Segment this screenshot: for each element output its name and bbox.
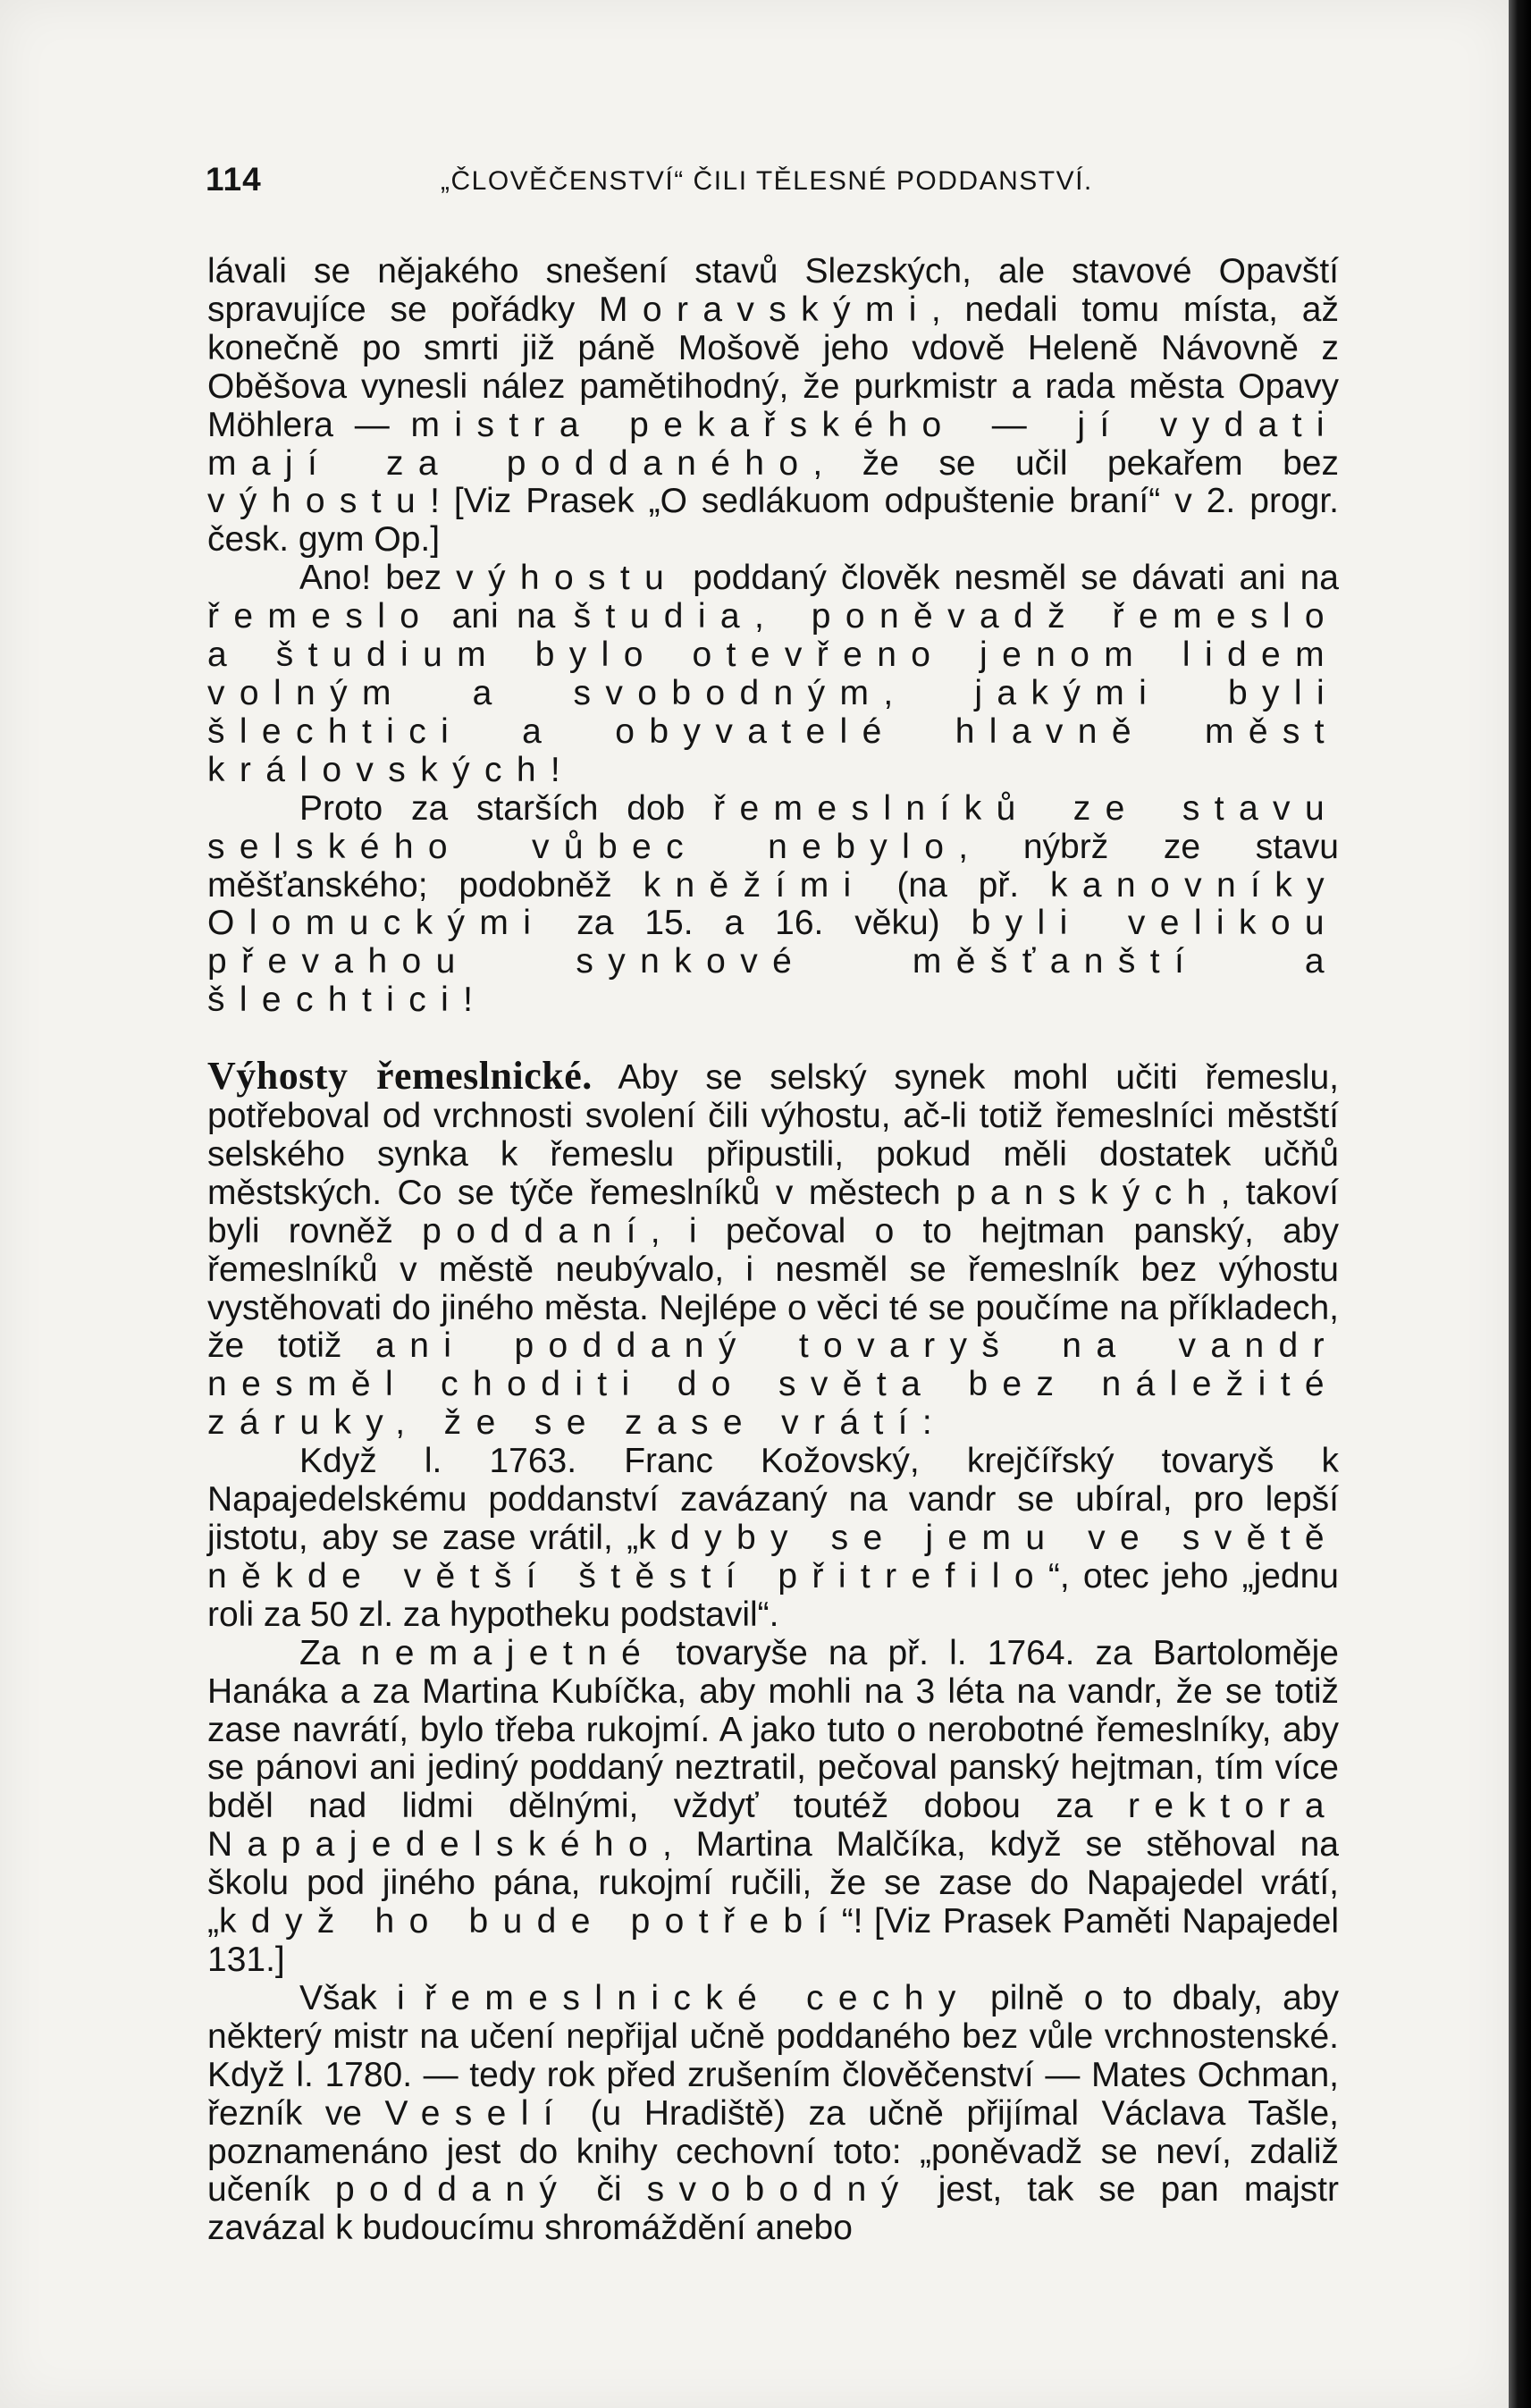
spaced-emphasis: poddaný: [334, 2170, 572, 2210]
text-run: (na př.: [865, 865, 1050, 905]
text-run: či: [571, 2170, 647, 2210]
spaced-emphasis: kněžími: [643, 865, 866, 905]
text-run: , nýbrž ze stavu měšťanského; podobněž: [207, 827, 1339, 905]
paragraph: [207, 1980, 1339, 2248]
text-run: (u Hradiště) za učně přijímal Václava Tašle, poznamenáno jest do knihy cechovní toto: „poněvadž se neví, zdaliž učeník: [207, 2093, 1339, 2210]
paragraph: [207, 253, 1339, 560]
text-run: , že se učil pekařem bez: [812, 443, 1339, 483]
running-title: „ČLOVĚČENSTVÍ“ ČILI TĚLESNÉ PODDANSTVÍ.: [441, 166, 1093, 196]
spaced-emphasis: študia, poněvadž řemeslo a študium bylo otevřeno jenom lidem volným a svobodným, jakými byli šlechtici a obyvatelé hlavně měst královských: [207, 597, 1339, 789]
text-run: :: [921, 1403, 932, 1443]
text-run: “! [Viz Prasek Paměti Napajedel 131.]: [207, 1902, 1339, 1979]
spaced-emphasis: řemeslo: [207, 597, 434, 636]
spaced-emphasis: Moravskými: [599, 290, 931, 329]
paragraph: [207, 1635, 1339, 1980]
spaced-emphasis: kdyby se jemu ve světě někde větší štěstí přitrefilo: [207, 1519, 1339, 1596]
spaced-emphasis: kanovníky Olomuckými: [207, 865, 1339, 943]
text-run: poddaný člověk nesměl se dávati ani na: [678, 559, 1339, 598]
text-run: , nedali tomu místa, až konečně po smrti již páně Mošově jeho vdově Heleně Návovně z Oběšova vynesli nález pamětihodný, že purkmistr a rada města Opavy Möhlera —: [207, 290, 1339, 444]
paragraph: [207, 790, 1339, 1020]
text-run: Proto za starších dob: [299, 788, 714, 828]
spaced-emphasis: panských: [955, 1173, 1221, 1212]
spaced-emphasis: Veselí: [384, 2093, 568, 2133]
paragraph: [207, 560, 1339, 789]
text-run: Však i: [299, 1978, 425, 2017]
spaced-emphasis: byli velikou převahou synkové měšťanští a šlechtici: [207, 904, 1339, 1020]
page-text: [207, 253, 1339, 2248]
spaced-emphasis: když ho bude potřebí: [219, 1902, 842, 1941]
spaced-emphasis: ani poddaný tovaryš na vandr nesměl choditi do světa bez náležité záruky, že se zase vrátí: [207, 1326, 1339, 1443]
scan-edge: [1509, 0, 1531, 2408]
text-run: !: [550, 750, 560, 789]
text-run: Za: [299, 1633, 361, 1672]
text-run: jest, tak se pan majstr zavázal k budoucímu shromáždění anebo: [207, 2170, 1339, 2248]
section-heading: Výhosty řemeslnické.: [207, 1054, 593, 1099]
text-run: , Martina Malčíka, když se stěhoval na školu pod jiného pána, rukojmí ručili, že se zase do Napajedel vrátí, „: [207, 1825, 1339, 1941]
text-run: lávali se nějakého snešení stavů Slezských, ale stavové Opavští spravujíce se pořádky: [207, 252, 1339, 329]
text-run: pilně o to dbaly, aby některý mistr na učení nepřijal učně poddaného bez vůle vrchnostenské. Když l. 1780. — tedy rok před zrušením člověčenství — Mates Ochman, řezník ve: [207, 1978, 1339, 2133]
spaced-emphasis: řemeslnické cechy: [425, 1978, 971, 2017]
spaced-emphasis: výhostu: [207, 482, 431, 521]
text-run: Aby se selský synek mohl učiti řemeslu, potřeboval od vrchnosti svolení čili výhostu, ač-li totiž řemeslníci městští selského synka k řemeslu připustili, pokud měli dostatek učňů městských. Co se týče řemeslníků v městech: [207, 1058, 1339, 1212]
spaced-emphasis: rektora Napajedelského: [207, 1787, 1339, 1865]
text-run: , i pečoval o to hejtman panský, aby řemeslníků v městě neubývalo, i nesměl se řemeslník bez výhostu vystěhovati do jiného města. Nejlépe o věci té se poučíme na příkladech, že totiž: [207, 1211, 1339, 1366]
text-run: Ano! bez: [299, 559, 457, 598]
text-run: Když l. 1763. Franc Kožovský, krejčířský tovaryš k Napajedelskému poddanství zavázaný na vandr se ubíral, pro lepší jistotu, aby se zase vrátil, „: [207, 1442, 1339, 1557]
text-run: , takoví byli rovněž: [207, 1173, 1339, 1250]
text-run: !: [463, 981, 473, 1020]
paragraph: [207, 1443, 1339, 1635]
text-run: ! [Viz Prasek „O sedlákuom odpuštenie braní“ v 2. progr. česk. gym Op.]: [207, 482, 1339, 560]
spaced-emphasis: poddaní: [422, 1211, 651, 1250]
spaced-emphasis: výhostu: [456, 559, 679, 598]
spaced-emphasis: svobodný: [646, 2170, 913, 2210]
page-number: 114: [206, 161, 262, 198]
paragraph: [207, 1054, 1339, 1443]
spaced-emphasis: řemeslníků ze stavu selského vůbec nebylo: [207, 788, 1340, 866]
text-run: “, otec jeho „jednu roli za 50 zl. za hypotheku podstavil“.: [207, 1556, 1339, 1634]
text-run: ani na: [433, 597, 574, 636]
spaced-emphasis: mistra pekařského — jí vydati mají za poddaného: [207, 405, 1339, 483]
spaced-emphasis: nemajetné: [360, 1633, 656, 1672]
text-run: tovaryše na př. l. 1764. za Bartoloměje Hanáka a za Martina Kubíčka, aby mohli na 3 léta na vandr, že se totiž zase navrátí, bylo třeba rukojmí. A jako tuto o nerobotné řemeslníky, aby se pánovi ani jediný poddaný neztratil, pečoval panský hejtman, tím více bděl nad lidmi dělnými, vždyť toutéž dobou za: [207, 1633, 1339, 1826]
text-run: za 15. a 16. věku): [545, 904, 972, 943]
